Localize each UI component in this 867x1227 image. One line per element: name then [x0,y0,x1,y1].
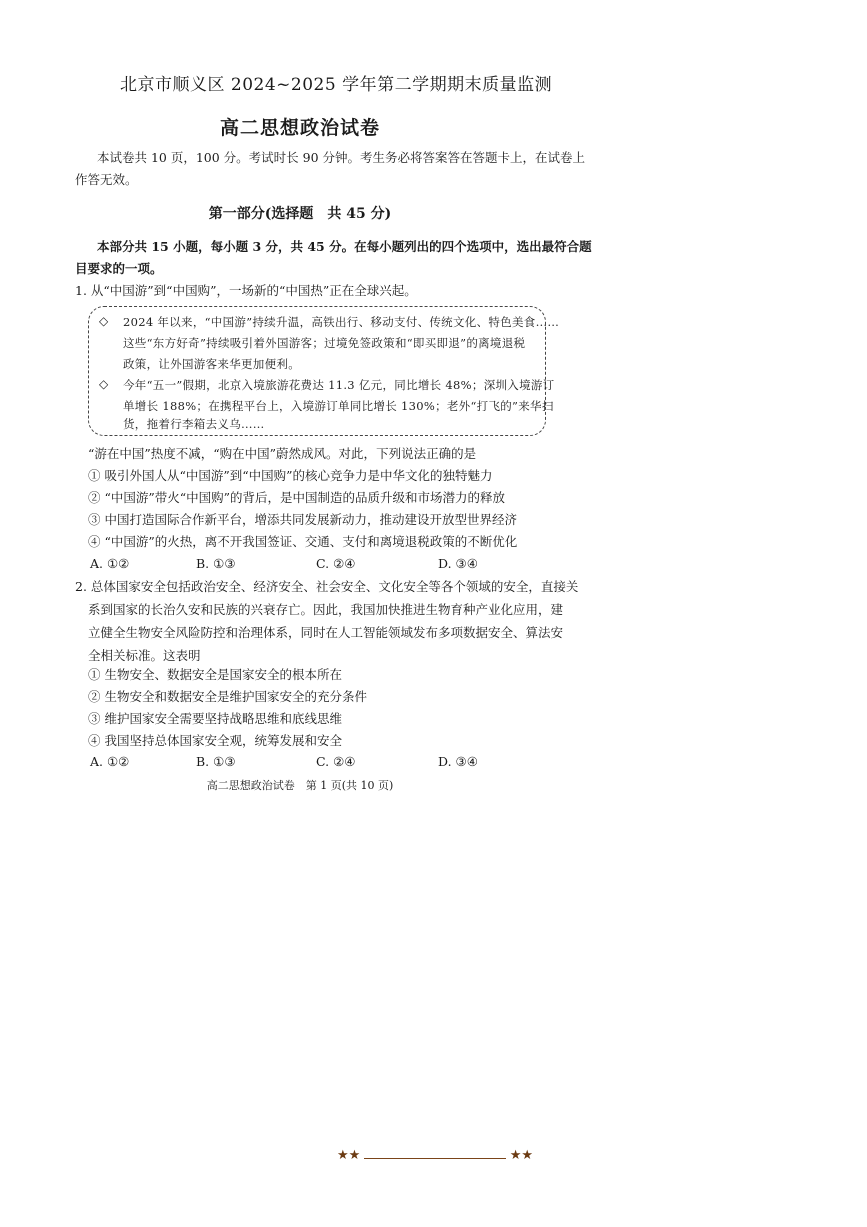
q1-box-item2-line3: 货，拖着行李箱去义乌…… [123,417,265,431]
divider [364,1158,506,1159]
diamond-bullet-icon: ◇ [99,377,109,391]
q1-statement-3: ③ 中国打造国际合作新平台，增添共同发展新动力，推动建设开放型世界经济 [88,512,517,527]
q2-option-c: C. ②④ [316,754,356,769]
diamond-bullet-icon: ◇ [99,314,109,328]
q2-stem-line-2: 系到国家的长治久安和民族的兴衰存亡。因此，我国加快推进生物育种产业化应用，建 [88,602,564,617]
star-icon: ★★ [337,1148,361,1163]
q1-statement-1: ① 吸引外国人从“中国游”到“中国购”的核心竞争力是中华文化的独特魅力 [88,468,493,483]
q1-box-item2-line2: 单增长 188%；在携程平台上，入境游订单同比增长 130%；老外“打飞的”来华扫 [123,399,554,413]
q1-question: “游在中国”热度不减，“购在中国”蔚然成风。对此，下列说法正确的是 [88,446,477,461]
q1-option-c: C. ②④ [316,556,356,571]
q1-material-box [88,306,560,436]
footer-ornament [337,1148,533,1166]
q1-box-item2-line1: 今年“五一”假期，北京入境旅游花费达 11.3 亿元，同比增长 48%；深圳入境游订 [123,378,555,392]
q2-stem-line-3: 立健全生物安全风险防控和治理体系，同时在人工智能领域发布多项数据安全、算法安 [88,625,564,640]
part1-instructions-line-2: 目要求的一项。 [75,261,163,276]
q1-option-d: D. ③④ [438,556,478,571]
q1-option-b: B. ①③ [196,556,236,571]
part1-title: 第一部分(选择题 共 45 分) [208,206,392,222]
star-icon: ★★ [509,1148,533,1163]
q1-option-a: A. ①② [90,556,130,571]
q2-statement-3: ③ 维护国家安全需要坚持战略思维和底线思维 [88,711,342,726]
q1-statement-2: ② “中国游”带火“中国购”的背后，是中国制造的品质升级和市场潜力的释放 [88,490,506,505]
q1-box-item1-line3: 政策，让外国游客来华更加便利。 [123,357,300,371]
q2-statement-1: ① 生物安全、数据安全是国家安全的根本所在 [88,667,342,682]
exam-header: 北京市顺义区 2024~2025 学年第二学期期末质量监测 [120,75,553,95]
q2-stem-line-1: 2. 总体国家安全包括政治安全、经济安全、社会安全、文化安全等各个领域的安全，直接关 [75,579,579,594]
q2-statement-2: ② 生物安全和数据安全是维护国家安全的充分条件 [88,689,367,704]
q2-option-a: A. ①② [90,754,130,769]
q1-statement-4: ④ “中国游”的火热，离不开我国签证、交通、支付和离境退税政策的不断优化 [88,534,518,549]
q2-statement-4: ④ 我国坚持总体国家安全观，统筹发展和安全 [88,733,342,748]
q1-box-item1-line2: 这些“东方好奇”持续吸引着外国游客；过境免签政策和“即买即退”的离境退税 [123,336,526,350]
part1-instructions-line-1: 本部分共 15 小题，每小题 3 分，共 45 分。在每小题列出的四个选项中，选出最符合题 [97,239,592,254]
q2-stem-line-4: 全相关标准。这表明 [88,648,201,663]
q2-option-d: D. ③④ [438,754,478,769]
q1-stem: 1. 从“中国游”到“中国购”，一场新的“中国热”正在全球兴起。 [75,283,417,298]
page-footer: 高二思想政治试卷 第 1 页(共 10 页) [206,779,394,792]
q2-option-b: B. ①③ [196,754,236,769]
intro-line-2: 作答无效。 [75,172,138,187]
intro-line-1: 本试卷共 10 页，100 分。考试时长 90 分钟。考生务必将答案答在答题卡上，在试卷上 [97,150,586,165]
subject-title: 高二思想政治试卷 [219,117,380,139]
q1-box-item1-line1: 2024 年以来，“中国游”持续升温，高铁出行、移动支付、传统文化、特色美食…… [123,315,560,329]
